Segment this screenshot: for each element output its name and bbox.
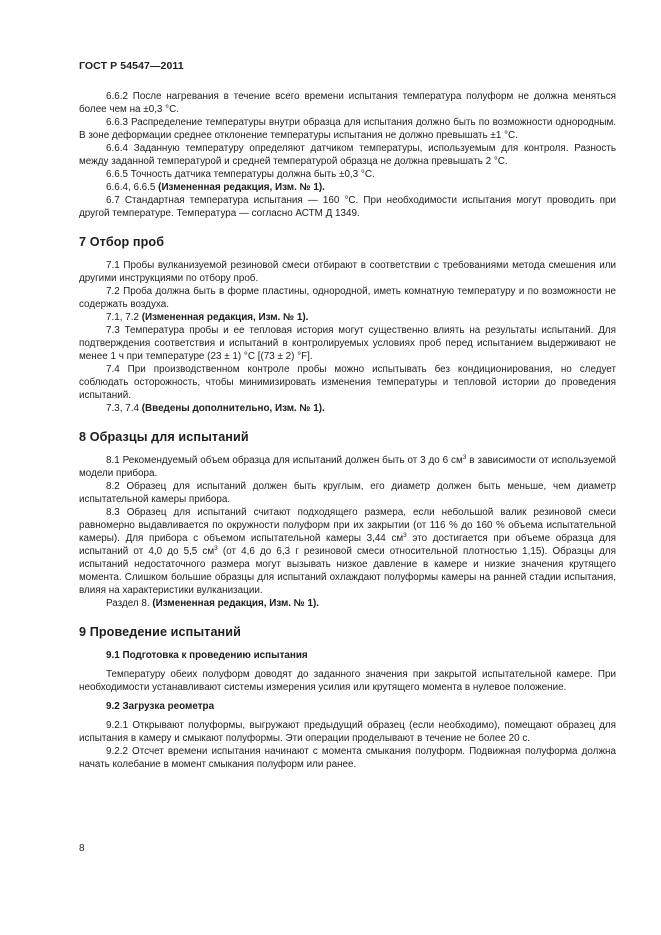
subsection-heading-9-2: 9.2 Загрузка реометра	[106, 701, 215, 712]
paragraph-6-6-4: 6.6.4 Заданную температуру определяют датчиком температуры, используемым для контроля. Разность между заданной температурой и средней температурой образца не должна превышать 2 °С.	[79, 143, 616, 167]
paragraph-6-7: 6.7 Стандартная температура испытания — 160 °С. При необходимости испытания могут проводить при другой температуре. Температура — согласно АСТМ Д 1349.	[79, 195, 616, 219]
paragraph-9-2-2: 9.2.2 Отсчет времени испытания начинают с момента смыкания полуформ. Подвижная полуформа должна начать колебание в момент смыкания полуформ или ранее.	[79, 746, 616, 770]
superscript: 3	[403, 532, 407, 539]
section-heading-8: 8 Образцы для испытаний	[79, 430, 249, 444]
amendment-note-7-1	[79, 311, 616, 324]
paragraph-7-1: 7.1 Пробы вулканизуемой резиновой смеси отбирают в соответствии с требованиями метода смешения или другими инструкциями по отбору проб.	[79, 260, 616, 284]
superscript: 3	[462, 454, 467, 461]
section-heading-9: 9 Проведение испытаний	[79, 625, 241, 639]
page-number: 8	[79, 843, 85, 854]
text-run: это достигается при объеме образца для испытаний от 4,0 до 5,5 см	[79, 533, 616, 557]
amendment-ref: 7.3, 7.4	[106, 403, 139, 414]
paragraph-7-2: 7.2 Проба должна быть в форме пластины, однородной, иметь комнатную температуру и по возможности не содержать воздуха.	[79, 286, 616, 310]
text-run: (от 4,6 до 6,3 г резиновой смеси относительной плотностью 1,15). Образцы для испытаний недостаточного размера могут вызывать низкое давление в камере и низкие значения крутящего момента. Слишком большие образцы для испытаний охлаждают полуформы камеры на ранней стадии испытания, влияя на характеристики вулканизации.	[79, 546, 616, 596]
text-run: в зависимости от используемой модели прибора.	[79, 455, 616, 479]
paragraph-7-4: 7.4 При производственном контроле пробы можно испытывать без кондиционирования, но следует соблюдать осторожность, чтобы минимизировать изменения температуры и тепловой истории до проведения испытаний.	[79, 364, 616, 401]
amendment-ref: 7.1, 7.2	[106, 312, 139, 323]
paragraph-6-6-3: 6.6.3 Распределение температуры внутри образца для испытания должно быть по возможности однородным. В зоне деформации среднее отклонение температуры испытания не должно превышать ±1 °С.	[79, 117, 616, 141]
amendment-ref: Раздел 8.	[106, 598, 150, 609]
amendment-text: (Измененная редакция, Изм. № 1).	[141, 312, 309, 323]
superscript: 3	[214, 545, 218, 552]
amendment-note-7-3	[79, 402, 616, 415]
paragraph-8-2: 8.2 Образец для испытаний должен быть круглым, его диаметр должен быть меньше, чем диаметр испытательной камеры прибора.	[79, 481, 616, 505]
section-heading-7: 7 Отбор проб	[79, 235, 165, 249]
document-header: ГОСТ Р 54547—2011	[79, 60, 184, 72]
amendment-note-8	[79, 597, 616, 610]
text-run: 8.1 Рекомендуемый объем образца для испытаний должен быть от 3 до 6 см	[106, 455, 463, 466]
paragraph-6-6-5: 6.6.5 Точность датчика температуры должна быть ±0,3 °С.	[106, 169, 375, 180]
amendment-ref: 6.6.4, 6.6.5	[106, 182, 156, 193]
document-body	[79, 90, 616, 771]
paragraph-7-3: 7.3 Температура пробы и ее тепловая история могут существенно влиять на результаты испытаний. Для подтверждения соответствия и испытаний в контролируемых условиях проб перед испытанием выдерживают не менее 1 ч при температуре (23 ± 1) °С [(73 ± 2) °F].	[79, 325, 616, 362]
paragraph-8-3	[79, 506, 616, 597]
paragraph-9-2-1: 9.2.1 Открывают полуформы, выгружают предыдущий образец (если необходимо), помещают образец для испытания в камеру и смыкают полуформы. Эти операции проделывают в течение не более 20 с.	[79, 720, 616, 744]
amendment-note-6-6-4	[79, 181, 616, 194]
text-run: 8.3 Образец для испытаний считают подходящего размера, если небольшой валик резиновой смеси равномерно выдавливается по окружности полуформ при их закрытии (от 116 % до 160 % объема испытательной камеры). Для прибора с объемом испытательной камеры 3,44 см	[79, 507, 616, 544]
paragraph-8-1	[79, 454, 616, 480]
paragraph-9-1: Температуру обеих полуформ доводят до заданного значения при закрытой испытательной камере. При необходимости устанавливают системы измерения усилия или крутящего момента в нулевое положение.	[79, 669, 616, 693]
paragraph-6-6-2: 6.6.2 После нагревания в течение всего времени испытания температура полуформ не должна меняться более чем на ±0,3 °С.	[79, 91, 616, 115]
amendment-text: (Измененная редакция, Изм. № 1).	[152, 598, 320, 609]
amendment-text: (Измененная редакция, Изм. № 1).	[158, 182, 325, 193]
amendment-text: (Введены дополнительно, Изм. № 1).	[141, 403, 325, 414]
subsection-heading-9-1: 9.1 Подготовка к проведению испытания	[106, 650, 308, 661]
